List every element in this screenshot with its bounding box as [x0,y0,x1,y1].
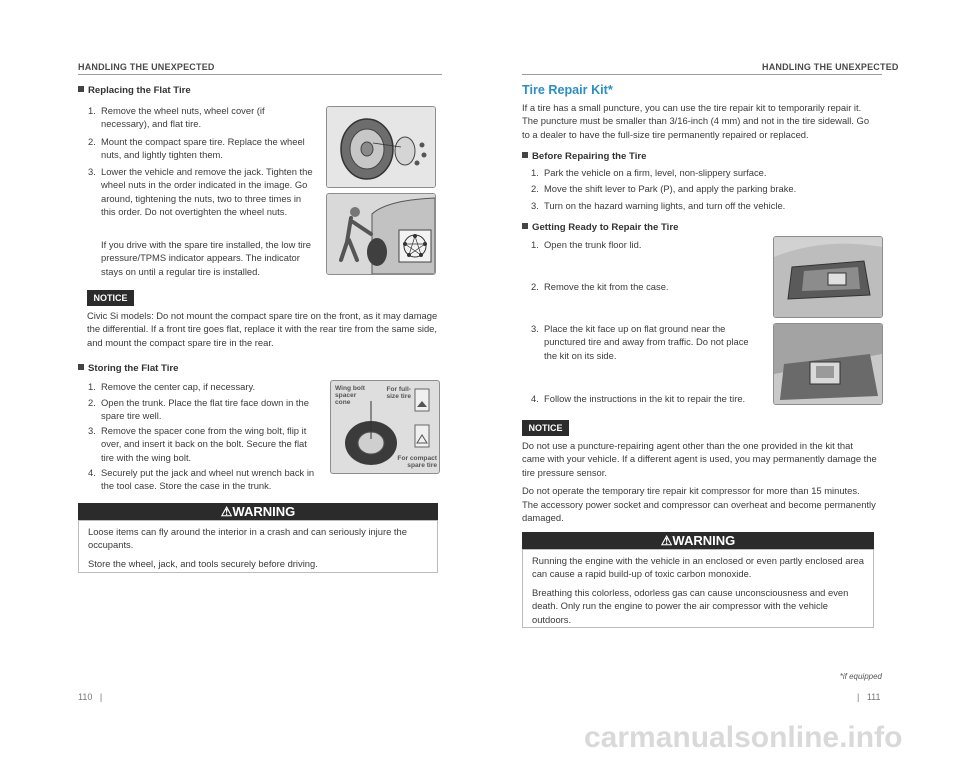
section-square-icon [522,152,528,158]
storing-step-4: 4. Securely put the jack and wheel nut wrench back in the tool case. Store the case in the trunk. [88,467,315,492]
ready-step-4: 4. Follow the instructions in the kit to repair the tire. [531,393,746,404]
storing-step-2: 2. Open the trunk. Place the flat tire face down in the spare tire well. [88,397,309,422]
storing-step-3: 3. Remove the spacer cone from the wing bolt, flip it over, and insert it back on the bolt. Secure the flat tire with the wing bolt. [88,425,307,463]
notice-text-right-2: Do not operate the temporary tire repair kit compressor for more than 15 minutes. The accessory power socket and compressor can overheat and become permanently damaged. [522,485,876,524]
replacing-step-3: 3. Lower the vehicle and remove the jack. Tighten the wheel nuts in the order indicated in the image. Go around, tightening the nuts, two to three times in this order. Do not overtighten the wheel nuts. [88,166,313,218]
notice-badge-right: NOTICE [522,420,569,436]
notice-text-right-1: Do not use a puncture-repairing agent other than the one provided in the kit that came with your vehicle. If a different agent is used, you may permanently damage the tire pressure sensor. [522,440,877,478]
before-step-2: 2. Move the shift lever to Park (P), and apply the parking brake. [531,183,797,194]
notice-badge-left: NOTICE [87,290,134,306]
warning-header-right: ⚠WARNING [522,532,874,549]
before-step-3: 3. Turn on the hazard warning lights, and turn off the vehicle. [531,200,786,211]
spare-tire-tpms-note: If you drive with the spare tire installed, the low tire pressure/TPMS indicator appears. The indicator stays on until a regular tire is installed. [101,239,311,277]
warning-text-left-1: Loose items can fly around the interior in a crash and can seriously injure the occupants. [88,526,407,551]
wing-bolt-label: Wing bolt spacer cone [335,385,365,407]
kit-case-illustration [774,324,882,404]
ready-step-2: 2. Remove the kit from the case. [531,281,669,292]
storing-step-1: 1. Remove the center cap, if necessary. [88,381,256,392]
before-step-1: 1. Park the vehicle on a firm, level, non-slippery surface. [531,167,767,178]
tire-repair-kit-title: Tire Repair Kit* [522,83,613,97]
warning-text-right-2: Breathing this colorless, odorless gas can cause unconsciousness and even death. Only run the engine to power the air compressor with the vehicle outdoors. [532,586,849,625]
trunk-floor-lid-image [773,236,883,318]
trunk-open-illustration [774,237,882,317]
watermark: carmanualsonline.info [584,721,903,754]
tighten-illustration [327,194,435,274]
ready-step-3: 3. Place the kit face up on flat ground near the punctured tire and away from traffic. Do not place the kit on its side. [531,323,749,361]
warning-text-left-2: Store the wheel, jack, and tools securely before driving. [88,557,318,569]
footnote-if-equipped: *if equipped [839,672,882,681]
left-running-header: HANDLING THE UNEXPECTED [78,62,215,72]
remove-kit-image [773,323,883,405]
full-size-tire-label: For full-size tire [386,386,411,401]
page-number-left: 110 | [78,692,103,702]
ready-step-1: 1. Open the trunk floor lid. [531,239,642,250]
warning-box-left [78,520,438,573]
right-running-header: HANDLING THE UNEXPECTED [762,62,899,72]
replacing-step-1: 1. Remove the wheel nuts, wheel cover (if necessary), and flat tire. [88,105,265,130]
tire-repair-intro: If a tire has a small puncture, you can use the tire repair kit to temporarily repair it. The puncture must be smaller than 3/16-inch (4 mm) and not in the tire sidewall. Go to a dealer to have the full-size tire permanently repaired or replaced. [522,102,870,140]
compact-spare-label: For compact spare tire [397,455,437,470]
warning-triangle-icon: ⚠ [660,533,673,548]
storing-section-title: Storing the Flat Tire [78,362,178,375]
wheel-mount-image [326,106,436,188]
replacing-step-2: 2. Mount the compact spare tire. Replace the wheel nuts, and lightly tighten them. [88,136,305,161]
wheel-illustration [327,107,435,187]
section-square-icon [78,364,84,370]
section-square-icon [78,86,84,92]
tighten-wheel-nuts-image [326,193,436,275]
replacing-section-title: Replacing the Flat Tire [78,84,191,97]
left-header-rule [78,74,442,75]
section-square-icon [522,223,528,229]
notice-text-right [522,439,877,524]
notice-text-left: Civic Si models: Do not mount the compact spare tire on the front, as it may damage the differential. If a front tire goes flat, replace it with the rear tire from the same side, and mount the compact spare tire in the rear. [87,310,438,348]
warning-header-left: ⚠WARNING [78,503,438,520]
page-number-right: | 111 [857,692,881,702]
warning-text-right-1: Running the engine with the vehicle in an enclosed or even partly enclosed area can cause a rapid build-up of toxic carbon monoxide. [532,555,864,580]
warning-box-right [522,549,874,628]
warning-triangle-icon: ⚠ [220,504,233,519]
getting-ready-title: Getting Ready to Repair the Tire [522,221,678,234]
spare-tire-diagram [330,380,440,474]
right-header-rule [522,74,882,75]
before-repairing-title: Before Repairing the Tire [522,150,646,163]
